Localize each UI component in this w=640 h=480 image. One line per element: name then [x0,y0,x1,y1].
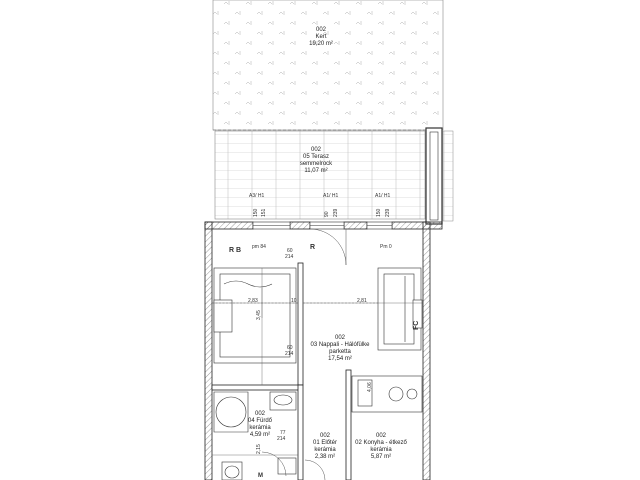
eloter-finish: kerámia [314,447,336,453]
nappali-name: 03 Nappali - Hálófülke [310,342,370,348]
bed [214,268,296,363]
dim-281: 2,81 [357,298,367,304]
mark-r: R [310,244,316,251]
window-2-dim-a: 90 [324,211,330,217]
dim-283: 2,83 [248,298,258,304]
dim-77: 77 [280,430,286,436]
dim-406: 4,06 [367,382,373,392]
terasz-name: 05 Terasz [303,154,329,160]
window-frames [253,222,392,229]
kert-area: 19,20 m² [309,41,333,47]
door-swing-entry [305,460,325,480]
konyha-finish: kerámia [370,447,392,453]
terasz-code: 002 [310,147,321,153]
eloter-code: 002 [319,433,331,439]
konyha-name: 02 Konyha - étkező [355,440,407,446]
window-1-type: A3/ H1 [249,193,265,199]
window-1-dim-a: 150 [253,208,259,217]
dim-10: 10 [291,298,297,304]
dim-60-mid: 60 [287,345,293,351]
konyha-label [355,433,407,461]
mark-pm84: pm 84 [252,244,266,250]
dim-60-top: 60 [287,248,293,254]
window-1-dim-b: 151 [261,208,267,217]
mark-m: M [258,473,263,479]
nappali-area: 17,54 m² [328,356,352,362]
dim-214-mid: 214 [285,351,294,357]
dim-215: 2,15 [256,444,262,454]
eloter-name: 01 Előtér [312,440,338,446]
mark-fc: FC [413,320,420,330]
door-swing-terrace [310,229,346,265]
furdo-name: 04 Fürdő [247,418,273,424]
terasz-label [300,147,332,175]
nappali-label [310,335,369,363]
mark-pm0: Pm 0 [380,244,392,250]
furdo-label [248,411,272,439]
kert-code: 002 [315,27,326,33]
kitchen-counter [352,376,422,412]
eloter-label [313,433,337,461]
terrace-area [215,131,425,219]
terrace-side-strip [443,131,453,221]
kert-label [309,27,333,48]
dim-214-top: 214 [285,254,294,260]
dim-345: 3,45 [256,310,262,320]
window-2-type: A1/ H1 [323,193,339,199]
nappali-finish: parketta [329,349,351,355]
window-3-dim-a: 150 [376,208,382,217]
window-2-dim-b: 239 [333,208,339,217]
sofa [378,268,422,350]
furdo-finish: kerámia [249,425,271,431]
eloter-area: 2,38 m² [314,454,336,460]
terasz-finish: semmelrock [299,161,333,167]
window-3-type: A1/ H1 [375,193,391,199]
konyha-area: 5,87 m² [370,454,392,460]
terrace-post [426,128,442,224]
terasz-area: 11,07 m² [304,168,328,174]
furdo-code: 002 [254,411,266,417]
dim-214-low: 214 [277,436,286,442]
nappali-code: 002 [334,335,346,341]
mark-rb: R B [229,247,242,254]
garden-area [213,0,443,130]
konyha-code: 002 [375,433,387,439]
window-3-dim-b: 239 [385,208,391,217]
furdo-area: 4,59 m² [249,432,271,438]
kert-name: Kert [315,34,327,40]
